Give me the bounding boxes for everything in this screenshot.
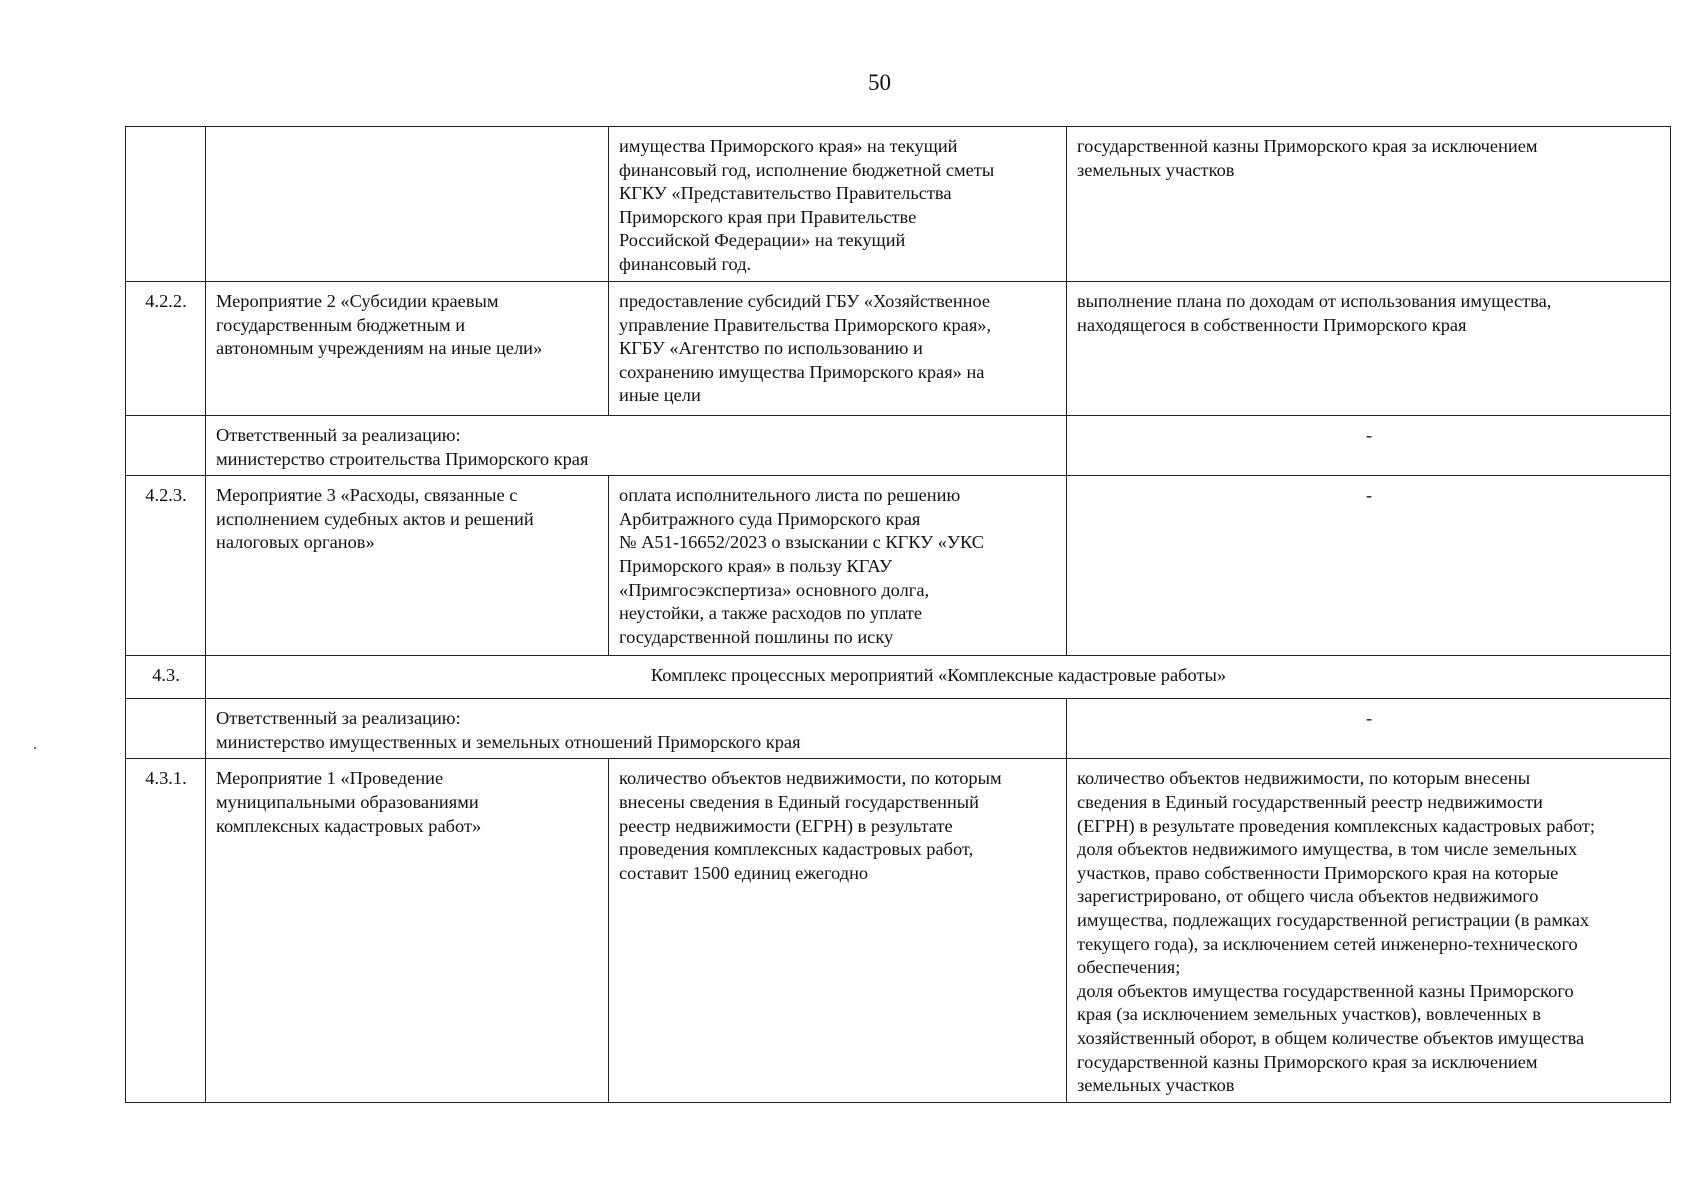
scan-artifact-dot <box>34 747 36 749</box>
row-number <box>126 127 206 282</box>
measure-name: Мероприятие 2 «Субсидии краевым государственным бюджетным и автономным учреждениям на иные цели» <box>206 282 609 416</box>
section-number: 4.3. <box>126 656 206 699</box>
table-row <box>126 759 1671 1103</box>
table-row <box>126 476 1671 656</box>
measure-indicator: государственной казны Приморского края за исключением земельных участков <box>1067 127 1671 282</box>
table-row <box>126 282 1671 416</box>
responsible-party: Ответственный за реализацию: министерство строительства Приморского края <box>206 416 1067 476</box>
row-number: 4.3.1. <box>126 759 206 1103</box>
measure-indicator: выполнение плана по доходам от использования имущества, находящегося в собственности Приморского края <box>1067 282 1671 416</box>
page-number: 50 <box>868 70 891 95</box>
section-title: Комплекс процессных мероприятий «Комплексные кадастровые работы» <box>206 656 1671 699</box>
row-number: 4.2.3. <box>126 476 206 656</box>
measure-indicator: - <box>1067 416 1671 476</box>
measure-name <box>206 127 609 282</box>
table-row <box>126 656 1671 699</box>
measure-result: имущества Приморского края» на текущий финансовый год, исполнение бюджетной сметы КГКУ «Представительство Правительства Приморского края при Правительстве Российской Федерации» на текущий финансовый год. <box>609 127 1067 282</box>
measure-result: предоставление субсидий ГБУ «Хозяйственное управление Правительства Приморского края», КГБУ «Агентство по использованию и сохранению имущества Приморского края» на иные цели <box>609 282 1067 416</box>
measure-name: Мероприятие 1 «Проведение муниципальными образованиями комплексных кадастровых работ» <box>206 759 609 1103</box>
measure-result: количество объектов недвижимости, по которым внесены сведения в Единый государственный реестр недвижимости (ЕГРН) в результате проведения комплексных кадастровых работ, составит 1500 единиц ежегодно <box>609 759 1067 1103</box>
table-row <box>126 127 1671 282</box>
measure-indicator: - <box>1067 699 1671 759</box>
measure-indicator: - <box>1067 476 1671 656</box>
table-row <box>126 416 1671 476</box>
measure-name: Мероприятие 3 «Расходы, связанные с исполнением судебных актов и решений налоговых органов» <box>206 476 609 656</box>
table-row <box>126 699 1671 759</box>
measures-table <box>125 126 1671 1103</box>
row-number: 4.2.2. <box>126 282 206 416</box>
row-number <box>126 699 206 759</box>
measure-result: оплата исполнительного листа по решению Арбитражного суда Приморского края № А51-16652/2023 о взыскании с КГКУ «УКС Приморского края» в пользу КГАУ «Примгосэкспертиза» основного долга, неустойки, а также расходов по уплате государственной пошлины по иску <box>609 476 1067 656</box>
responsible-party: Ответственный за реализацию: министерство имущественных и земельных отношений Приморского края <box>206 699 1067 759</box>
row-number <box>126 416 206 476</box>
measure-indicator: количество объектов недвижимости, по которым внесены сведения в Единый государственный реестр недвижимости (ЕГРН) в результате проведения комплексных кадастровых работ; доля объектов недвижимого имущества, в том числе земельных участков, право собственности Приморского края на которые зарегистрировано, от общего числа объектов недвижимого имущества, подлежащих государственной регистрации (в рамках текущего года), за исключением сетей инженерно-технического обеспечения; доля объектов имущества государственной казны Приморского края (за исключением земельных участков), вовлеченных в хозяйственный оборот, в общем количестве объектов имущества государственной казны Приморского края за исключением земельных участков <box>1067 759 1671 1103</box>
